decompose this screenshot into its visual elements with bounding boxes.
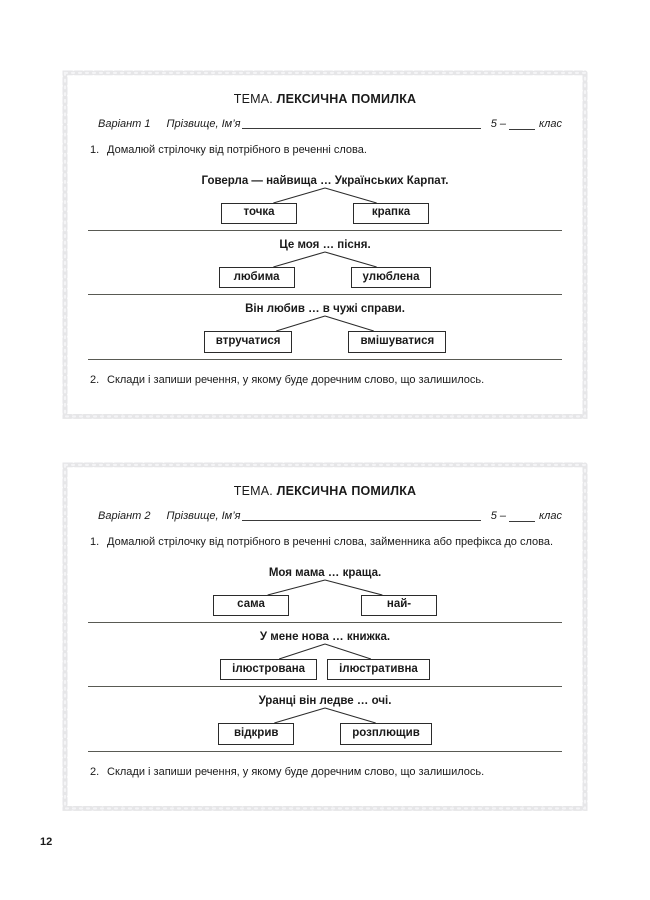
connector-lines: [86, 707, 564, 724]
connector-lines: [86, 251, 564, 268]
task-2-text: Склади і запиши речення, у якому буде доречним слово, що залишилось.: [107, 373, 485, 386]
name-label: Прізвище, Ім’я: [166, 118, 241, 130]
grade-word: клас: [538, 510, 562, 522]
exercise-sentence: Він любив … в чужі справи.: [245, 303, 405, 316]
option-left[interactable]: відкрив: [218, 723, 294, 744]
task-1-text: Домалюй стрілочку від потрібного в реченні слова.: [107, 144, 367, 156]
exercise-sentence: Говерла — найвища … Українських Карпат.: [201, 174, 449, 187]
grade-input-blank[interactable]: [509, 118, 535, 130]
option-right[interactable]: най-: [361, 595, 437, 616]
grade-number: 5 –: [490, 118, 506, 130]
option-right[interactable]: ілюстративна: [327, 659, 430, 680]
option-left[interactable]: точка: [221, 203, 297, 224]
task-1: [86, 143, 564, 158]
connector-lines: [86, 315, 564, 332]
exercise-item: [86, 559, 564, 622]
task-2-number: 2.: [90, 765, 100, 778]
exercise-divider: [88, 751, 562, 752]
option-left[interactable]: ілюстрована: [220, 659, 317, 680]
exercise-options: [86, 595, 564, 616]
task-1: [86, 535, 564, 550]
page-title: [86, 92, 564, 106]
exercise-options: [86, 203, 564, 224]
task-2-number: 2.: [90, 373, 100, 386]
option-left[interactable]: любима: [219, 267, 295, 288]
student-id-line: [86, 117, 564, 130]
grade-number: 5 –: [490, 510, 506, 522]
exercise-item: [86, 295, 564, 358]
worksheet-card-variant-2: [62, 462, 588, 811]
exercise-item: [86, 167, 564, 230]
grade-input-blank[interactable]: [509, 510, 535, 522]
option-right[interactable]: крапка: [353, 203, 429, 224]
page-number: 12: [40, 836, 53, 848]
task-1-number: 1.: [90, 144, 100, 156]
task-2: [86, 373, 564, 388]
name-input-line[interactable]: [242, 117, 481, 129]
name-label: Прізвище, Ім’я: [166, 510, 241, 522]
title-prefix: ТЕМА.: [233, 92, 273, 106]
title-topic: ЛЕКСИЧНА ПОМИЛКА: [276, 92, 417, 106]
student-id-line: [86, 509, 564, 522]
task-1-number: 1.: [90, 536, 100, 548]
name-input-line[interactable]: [242, 509, 481, 521]
exercise-options: [86, 331, 564, 352]
grade-word: клас: [538, 118, 562, 130]
exercise-group-2: [86, 559, 564, 752]
task-2: [86, 765, 564, 780]
variant-label: Варіант 1: [98, 118, 151, 130]
task-2-text: Склади і запиши речення, у якому буде доречним слово, що залишилось.: [107, 765, 485, 778]
exercise-item: [86, 623, 564, 686]
exercise-divider: [88, 359, 562, 360]
option-left[interactable]: втручатися: [204, 331, 293, 352]
exercise-sentence: Це моя … пісня.: [279, 239, 371, 252]
option-right[interactable]: розплющив: [340, 723, 432, 744]
exercise-options: [86, 267, 564, 288]
connector-lines: [86, 643, 564, 660]
exercise-item: [86, 687, 564, 750]
title-topic: ЛЕКСИЧНА ПОМИЛКА: [276, 484, 417, 498]
option-right[interactable]: улюблена: [351, 267, 432, 288]
exercise-sentence: У мене нова … книжка.: [259, 631, 391, 644]
exercise-item: [86, 231, 564, 294]
worksheet-card-variant-1: [62, 70, 588, 419]
exercise-group-1: [86, 167, 564, 360]
variant-label: Варіант 2: [98, 510, 151, 522]
exercise-options: [86, 723, 564, 744]
option-right[interactable]: вмішуватися: [348, 331, 446, 352]
title-prefix: ТЕМА.: [233, 484, 273, 498]
exercise-sentence: Уранці він ледве … очі.: [258, 695, 392, 708]
connector-lines: [86, 579, 564, 596]
option-left[interactable]: сама: [213, 595, 289, 616]
task-1-text: Домалюй стрілочку від потрібного в реченні слова, займенника або префікса до слова.: [107, 536, 554, 548]
page-title: [86, 484, 564, 498]
exercise-options: [86, 659, 564, 680]
exercise-sentence: Моя мама … краща.: [268, 566, 382, 579]
connector-lines: [86, 187, 564, 204]
